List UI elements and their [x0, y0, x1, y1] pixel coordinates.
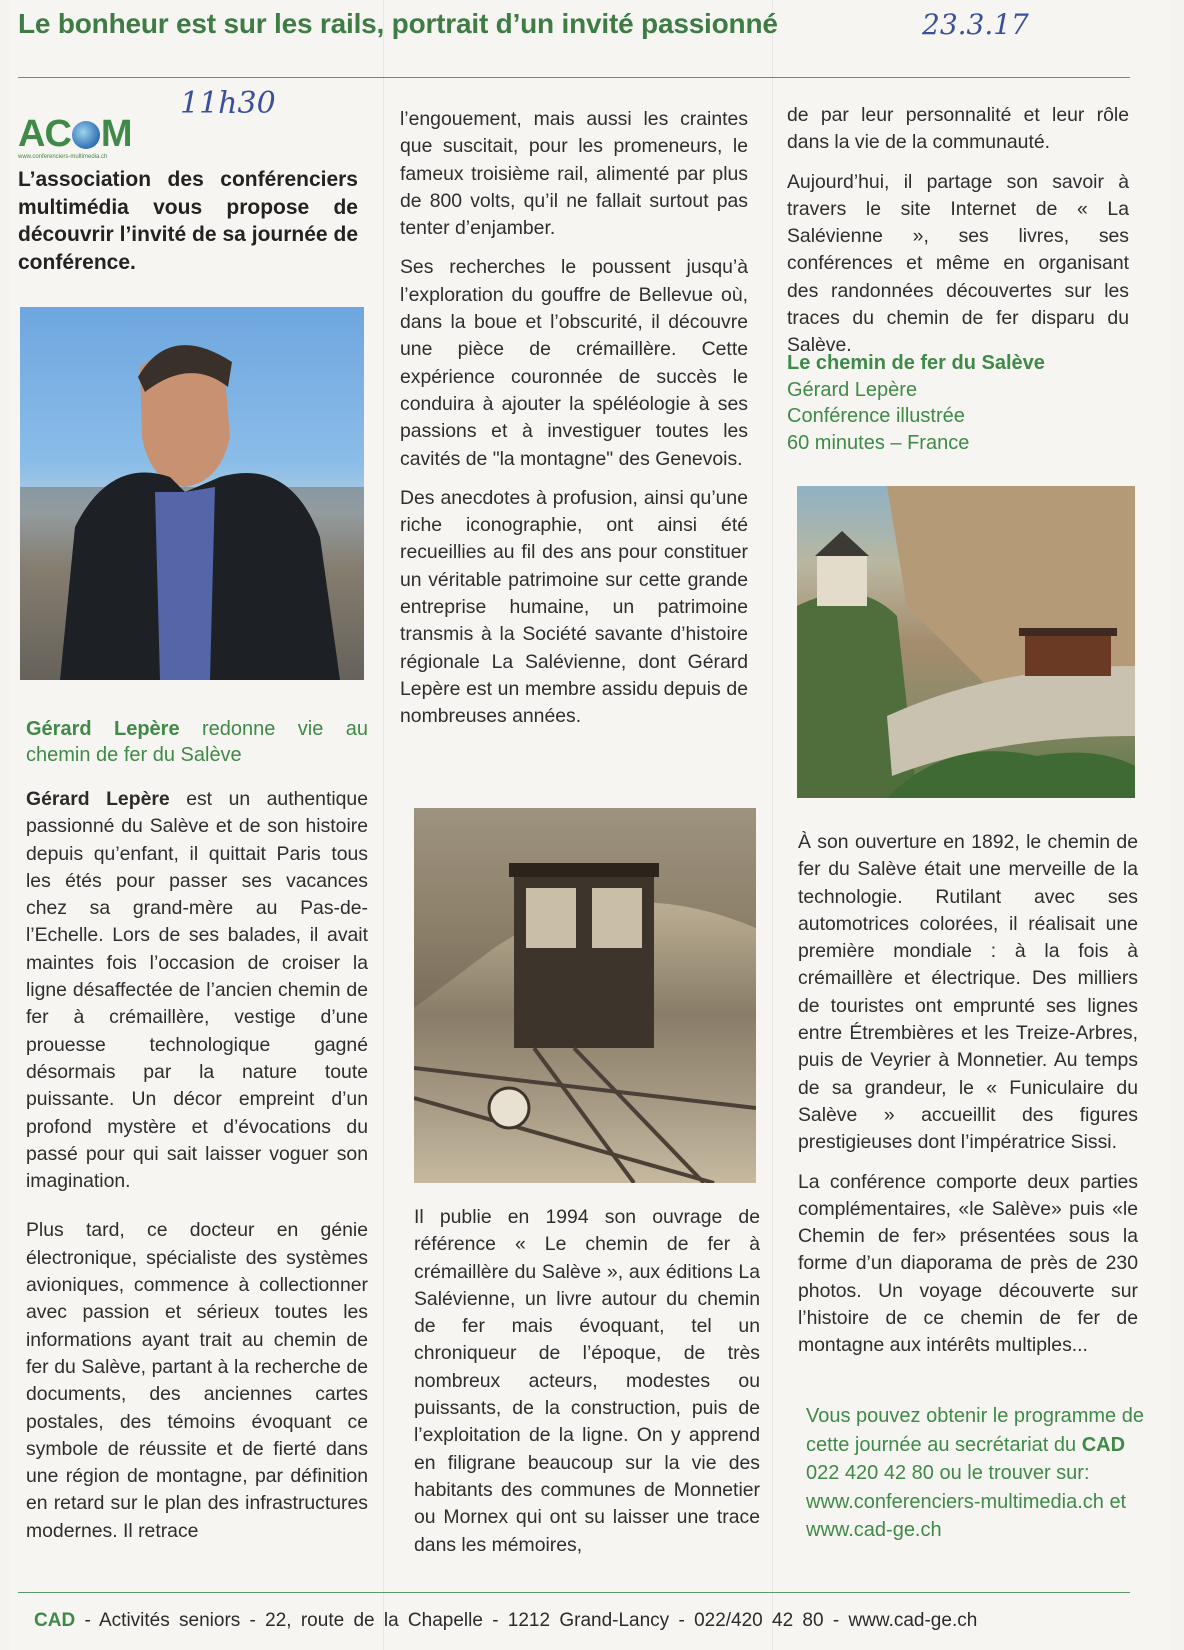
contact-org: CAD — [1081, 1433, 1126, 1456]
caption-text: redonne vie au chemin de fer du Salève — [26, 718, 368, 766]
page-footer — [34, 1610, 977, 1632]
footer-org: CAD — [34, 1610, 76, 1631]
lead-name: Gérard Lepère — [26, 788, 170, 810]
column-3-top — [787, 102, 1129, 372]
logo-letters: AC — [18, 113, 71, 155]
conference-title: Le chemin de fer du Salève — [787, 352, 1045, 374]
paragraph: Aujourd’hui, il partage son savoir à travers le site Internet de « La Salévienne », ses livres, ses conférences et même en organisant des randonnées découvertes sur les traces du chemin de fer disparu du Salève. — [787, 170, 1129, 357]
footer-text: - Activités seniors - 22, route de la Chapelle - 1212 Grand-Lancy - 022/420 42 80 - www.cad-ge.ch — [75, 1610, 978, 1631]
handwritten-time: 11h30 — [180, 86, 276, 121]
conference-infobox — [787, 350, 1129, 456]
fold-line — [383, 0, 384, 1650]
acm-logo — [18, 113, 132, 160]
paragraph: À son ouverture en 1892, le chemin de fer du Salève était une merveille de la technologie. Rutilant avec ses automotrices colorées, il réalisait une première mondiale : à la fois à crémaillère et électrique. Des milliers de touristes ont emprunté ses lignes entre Étrembières et les Treize-Arbres, puis de Veyrier à Monnetier. Au temps de sa grandeur, le « Funiculaire du Salève » accueillit des figures prestigieuses dont l’impératrice Sissi. — [798, 831, 1138, 1154]
column-2-top — [400, 106, 748, 743]
globe-icon — [72, 121, 100, 149]
conference-duration: 60 minutes – France — [787, 431, 970, 454]
paragraph: Des anecdotes à profusion, ainsi qu’une riche iconographie, ont ainsi été recueillies au fil des ans pour constituer un véritable patrimoine sur cette grande entreprise humaine, un patrimoine transmis à la Société savante d’histoire régionale La Salévienne, dont Gérard Lepère est un membre assidu depuis de nombreuses années. — [400, 486, 748, 728]
conference-speaker: Gérard Lepère — [787, 378, 918, 401]
handwritten-date: 23.3.17 — [922, 8, 1029, 41]
contact-info — [806, 1402, 1146, 1545]
page-title: Le bonheur est sur les rails, portrait d’un invité passionné — [18, 8, 778, 39]
paragraph: Plus tard, ce docteur en génie électronique, spécialiste des systèmes avioniques, commence à collectionner avec passion et sérieux toutes les informations ayant trait au chemin de fer du Salève, partant à la recherche de documents, des anciennes cartes postales, des témoins évoquant ce symbole de réussite et de fierté dans une région de montagne, par définition en retard sur le plan des infrastructures modernes. Il retrace — [26, 1219, 368, 1542]
caption-name: Gérard Lepère — [26, 718, 180, 740]
paragraph: Ses recherches le poussent jusqu’à l’exploration du gouffre de Bellevue où, dans la boue et l’obscurité, il découvre une pièce de crémaillère. Cette expérience couronnée de succès le conduira à ajouter la spéléologie à ses passions et à investiguer toutes les cavités de "la montagne" des Genevois. — [400, 256, 748, 470]
portrait-photo — [20, 307, 364, 680]
paragraph: de par leur personnalité et leur rôle dans la vie de la communauté. — [787, 104, 1129, 154]
header-rule — [18, 77, 1130, 78]
contact-text: Vous pouvez obtenir le programme de cette journée au secrétariat du — [806, 1405, 1144, 1456]
logo-url: www.conferenciers-multimedia.ch — [18, 154, 108, 160]
conference-type: Conférence illustrée — [787, 405, 965, 427]
paragraph — [26, 786, 368, 1195]
paragraph: La conférence comporte deux parties complémentaires, «le Salève» puis «le Chemin de fer» présentées sous la forme d’un diaporama de près de 230 photos. Un voyage découverte sur l’histoire de ce chemin de fer de montagne aux intérêts multiples... — [798, 1170, 1138, 1357]
paragraph-text: est un authentique passionné du Salève et de son histoire depuis qu’enfant, il quittait Paris tous les étés pour passer ses vacances chez sa grand-mère au Pas-de-l’Echelle. Lors de ses balades, il avait maintes fois l’occasion de croiser la ligne désaffectée de l’ancien chemin de fer à crémaillère, vestige d’une prouesse technologique gagné désormais par la nature toute puissante. Un décor empreint d’un profond mystère et d’évocations du passé pour qui sait laisser voguer son imagination. — [26, 788, 368, 1193]
paragraph: l’engouement, mais aussi les craintes que suscitait, pour les promeneurs, le fameux troisième rail, alimenté par plus de 800 volts, qu’il ne fallait surtout pas tenter d’enjamber. — [400, 108, 748, 240]
paragraph: Il publie en 1994 son ouvrage de référence « Le chemin de fer à crémaillère du Salève », aux éditions La Salévienne, un livre autour du chemin de fer mais évoquant, tel un chroniqueur de l’époque, de très nombreux acteurs, modestes ou puissants, de la construction, puis de l’exploitation de la ligne. On y apprend en filigrane beaucoup sur la vie des habitants des communes de Monnetier ou Mornex qui ont su laisser une trace dans les mémoires, — [414, 1206, 760, 1556]
photo-caption — [26, 716, 368, 768]
column-2-bottom — [414, 1204, 760, 1571]
intro-text: L’association des conférenciers multimédia vous propose de découvrir l’invité de sa journée de conférence. — [18, 168, 358, 274]
logo-letters: M — [100, 113, 132, 155]
footer-rule — [18, 1592, 1130, 1593]
column-1 — [26, 786, 368, 1557]
column-3-bottom — [798, 829, 1138, 1372]
saleve-cliff-photo — [797, 486, 1135, 798]
contact-text: 022 420 42 80 ou le trouver sur: www.conferenciers-multimedia.ch et www.cad-ge.ch — [806, 1462, 1127, 1541]
fold-line — [772, 0, 773, 1650]
tram-photo — [414, 808, 756, 1183]
